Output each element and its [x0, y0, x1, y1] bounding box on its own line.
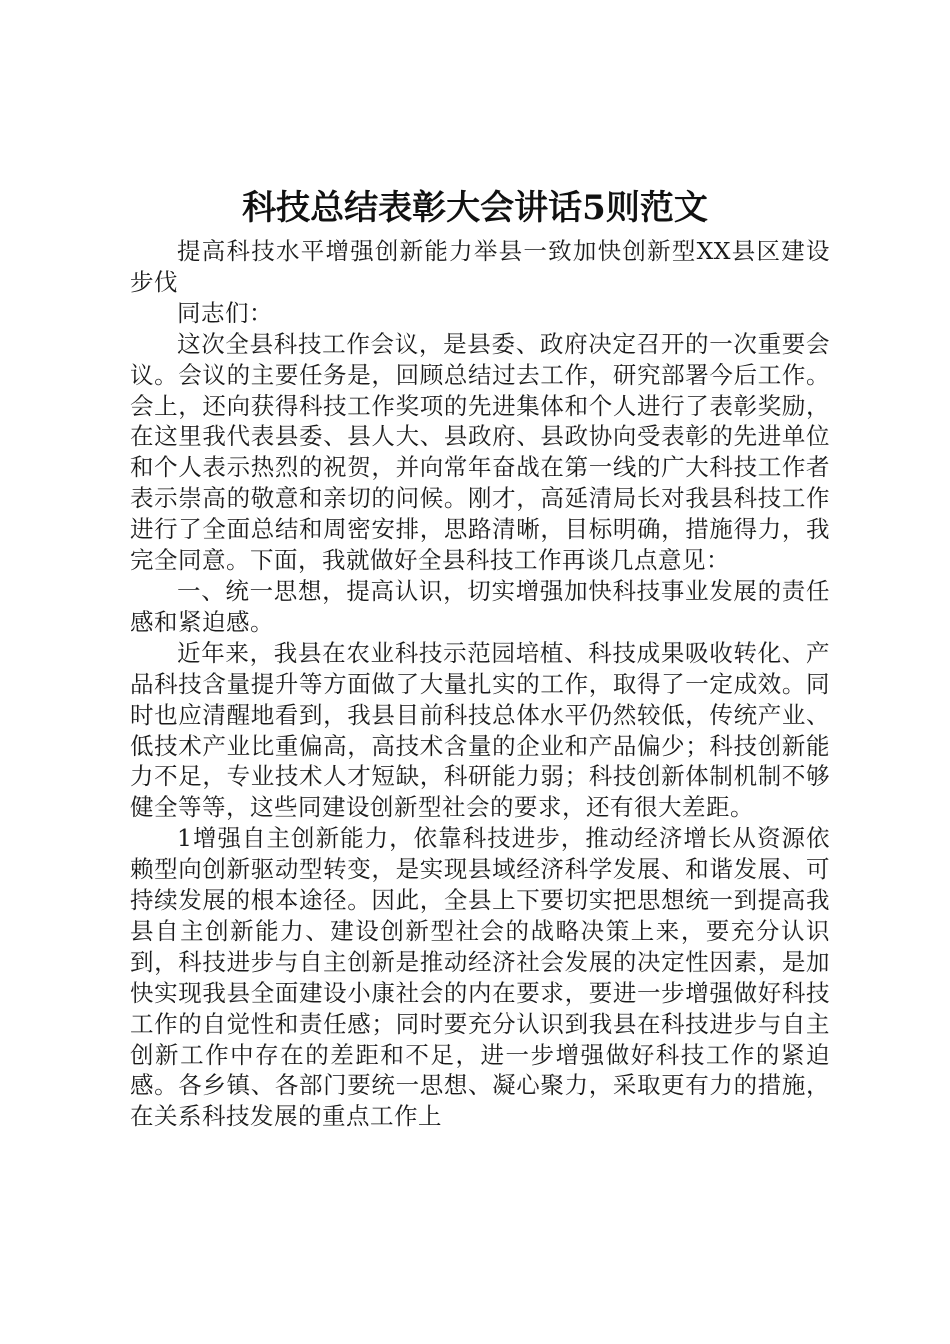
document-title: 科技总结表彰大会讲话5则范文	[242, 188, 708, 228]
paragraph-section-heading: 一、统一思想，提高认识，切实增强加快科技事业发展的责任感和紧迫感。	[130, 576, 830, 636]
paragraph-intro: 这次全县科技工作会议，是县委、政府决定召开的一次重要会议。会议的主要任务是，回顾总结过去工作，研究部署今后工作。会上，还向获得科技工作奖项的先进集体和个人进行了表彰奖励，在这里我代表县委、县人大、县政府、县政协向受表彰的先进单位和个人表示热烈的祝贺，并向常年奋战在第一线的广大科技工作者表示崇高的敬意和亲切的问候。刚才，高延清局长对我县科技工作进行了全面总结和周密安排，思路清晰，目标明确，措施得力，我完全同意。下面，我就做好全县科技工作再谈几点意见：	[130, 329, 830, 575]
paragraph-subtitle: 提高科技水平增强创新能力举县一致加快创新型XX县区建设步伐	[130, 237, 830, 296]
paragraph-recent-years: 近年来，我县在农业科技示范园培植、科技成果吸收转化、产品科技含量提升等方面做了大量扎实的工作，取得了一定成效。同时也应清醒地看到，我县目前科技总体水平仍然较低，传统产业、低技术产业比重偏高，高技术含量的企业和产品偏少；科技创新能力不足，专业技术人才短缺，科研能力弱；科技创新体制机制不够健全等等，这些同建设创新型社会的要求，还有很大差距。	[130, 638, 830, 822]
document-body	[130, 236, 830, 1132]
paragraph-point-1: 1增强自主创新能力，依靠科技进步，推动经济增长从资源依赖型向创新驱动型转变，是实现县域经济科学发展、和谐发展、可持续发展的根本途径。因此，全县上下要切实把思想统一到提高我县自主创新能力、建设创新型社会的战略决策上来，要充分认识到，科技进步与自主创新是推动经济社会发展的决定性因素，是加快实现我县全面建设小康社会的内在要求，要进一步增强做好科技工作的自觉性和责任感；同时要充分认识到我县在科技进步与自主创新工作中存在的差距和不足，进一步增强做好科技工作的紧迫感。各乡镇、各部门要统一思想、凝心聚力，采取更有力的措施，在关系科技发展的重点工作上	[130, 824, 830, 1131]
paragraph-salutation: 同志们：	[177, 298, 273, 327]
